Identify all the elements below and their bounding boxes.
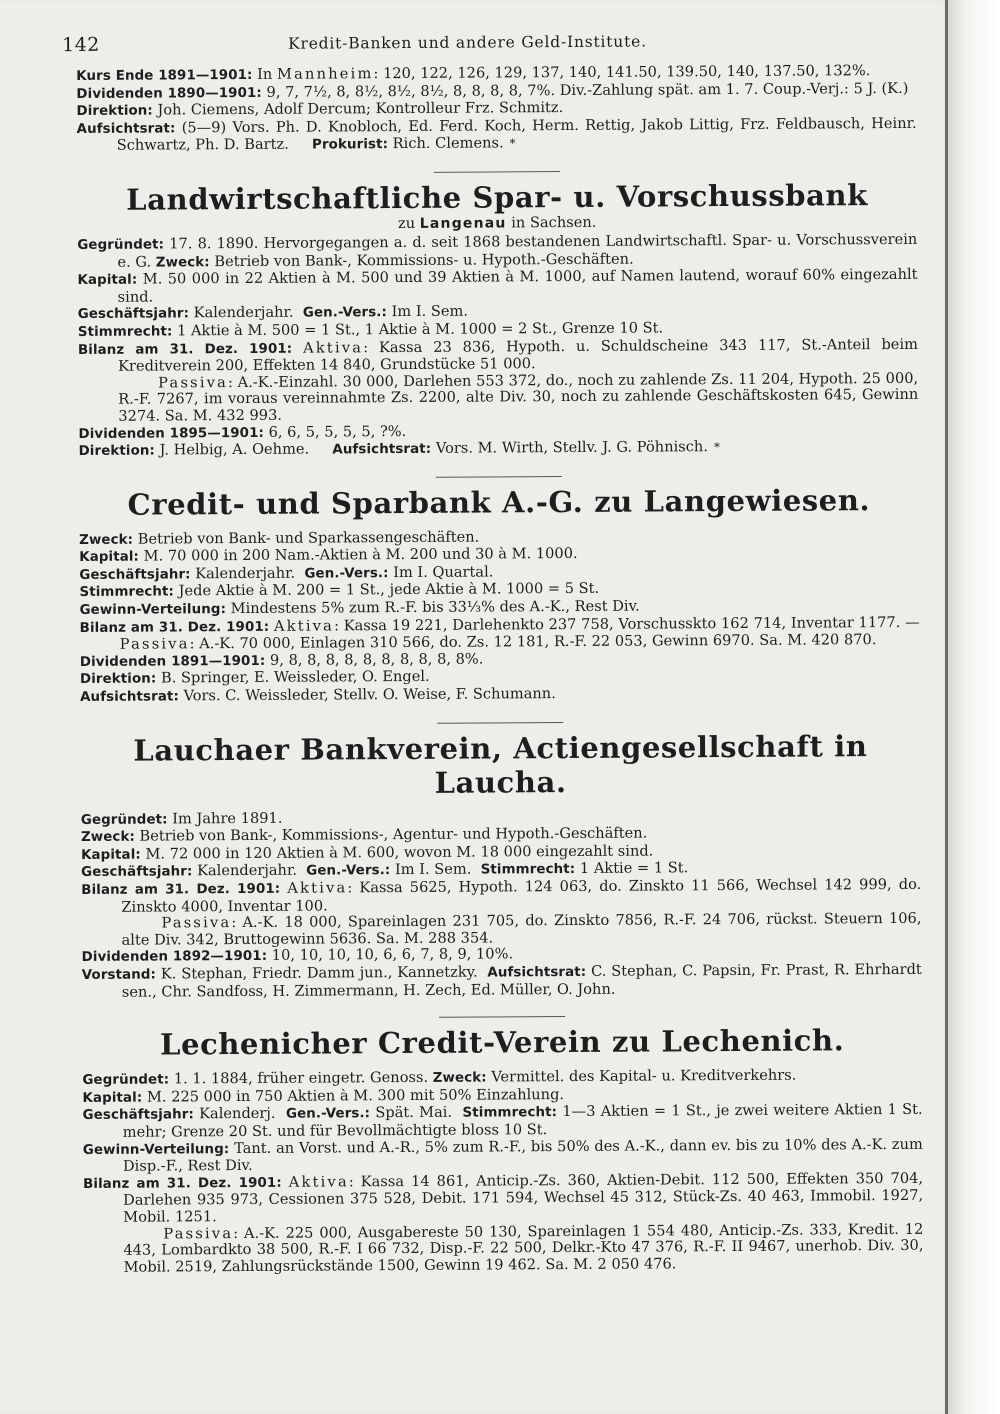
aktiva-text: : Kassa 23 836, Hypoth. u. Schuldscheine 343 117, St.-Anteil beim Kreditverein 200, Effekten 14 840, Grundstücke 51 000. <box>118 335 918 375</box>
zweck-text: Betrieb von Bank-, Kommissions- u. Hypoth.-Geschäften. <box>209 250 634 270</box>
footnote-star: * <box>509 136 516 151</box>
passiva-label: Passiva <box>161 914 232 932</box>
aufsichtsrat-label: Aufsichtsrat: <box>76 121 176 137</box>
geschaeftsjahr-label: Geschäftsjahr: <box>82 1107 194 1124</box>
bilanz-label: Bilanz am 31. Dez. 1901: <box>79 619 270 636</box>
aktiva-text: : Kassa 19 221, Darlehenkto 237 758, Vorschusskto 162 714, Inventar 1177. — <box>333 613 920 635</box>
kapital-label: Kapital: <box>82 1090 143 1106</box>
geschaeftsjahr-text: Kalenderjahr. <box>188 304 294 322</box>
geschaeftsjahr-text: Kalenderj. <box>193 1105 276 1123</box>
prokurist-label: Prokurist: <box>311 137 389 153</box>
vorstand-label: Vorstand: <box>81 967 157 983</box>
gegruendet-text: 17. 8. 1890. Hervorgegangen a. d. seit 1868 bestandenen Landwirtschaftl. Spar- u. Vorschussverein e. G. <box>117 230 918 271</box>
stimmrecht-text: 1—3 Aktien = 1 St., je zwei weitere Aktien 1 St. mehr; Grenze 20 St. und für Bevollmächtigte bloss 10 St. <box>122 1101 923 1141</box>
vorstand-text: K. Stephan, Friedr. Damm jun., Kannetzky. <box>155 963 478 983</box>
genvers-text: Spät. Mai. <box>370 1104 453 1122</box>
section-divider <box>437 722 563 724</box>
geschaeftsjahr-label: Geschäftsjahr: <box>79 567 191 583</box>
dividenden-label: Dividenden 1895—1901: <box>78 425 264 442</box>
subtitle-post: in Sachsen. <box>506 213 597 232</box>
kapital-text: M. 72 000 in 120 Aktien à M. 600, wovon M. 18 000 eingezahlt sind. <box>140 842 654 863</box>
passiva-text: : A.-K. 225 000, Ausgabereste 50 130, Spareinlagen 1 554 480, Anticip.-Zs. 333, Kredit. 12 443, Lombardkto 38 500, R.-F. I 66 732, Disp.-F. 22 500, Delkr.-Kto 47 376, R.-F. II 9467, unerhob. Div. 30, Mobil. 2519, Zahlungsrückstände 1500, Gewinn 19 462. Sa. M. 2 050 476. <box>123 1220 924 1276</box>
vorstand-line <box>82 962 922 1001</box>
geschaeftsjahr-text: Kalenderjahr. <box>192 862 298 880</box>
page-header <box>62 25 916 68</box>
kurs-intro: In <box>252 65 277 83</box>
dividenden-text: 10, 10, 10, 10, 6, 6, 7, 8, 9, 10%. <box>267 945 514 965</box>
footnote-star: * <box>713 440 720 455</box>
kapital-label: Kapital: <box>77 272 138 289</box>
section-divider <box>436 476 562 478</box>
bilanz-passiva-line <box>81 911 921 949</box>
direktion-label: Direktion: <box>78 443 155 460</box>
aktiva-text: : Kassa 14 861, Anticip.-Zs. 360, Aktien-Debit. 112 500, Effekten 350 704, Darlehen 935 973, Cessionen 375 528, Debit. 171 594, Wechsel 45 312, Stück-Zs. 40 463, Immobil. 1927, Mobil. 1251. <box>123 1169 924 1226</box>
zweck-text: Vermittel. des Kapital- u. Kreditverkehrs. <box>486 1066 797 1086</box>
entry-continuation <box>76 63 917 156</box>
kurs-city: Mannheim <box>276 65 374 83</box>
bilanz-label: Bilanz am 31. Dez. 1901: <box>83 1175 282 1192</box>
direktion-label: Direktion: <box>79 671 157 688</box>
section-divider <box>434 171 560 173</box>
dividenden-values: 9, 7, 7½, 8, 8½, 8½, 8½, 8, 8, 8, 8, 7%. Div.-Zahlung spät. am 1. 7. Coup.-Verj.: 5 J. (K.) <box>261 79 909 101</box>
aufsichtsrat-text: (5—9) Vors. Ph. D. Knobloch, Ed. Ferd. Koch, Herm. Rettig, Jakob Littig, Frz. Feldbausch, Heinr. Schwartz, Ph. D. Bartz. <box>116 114 917 155</box>
zweck-label: Zweck: <box>80 829 135 846</box>
kapital-text: M. 225 000 in 750 Aktien à M. 300 mit 50% Einzahlung. <box>142 1085 565 1106</box>
genvers-label: Gen.-Vers.: <box>285 1106 371 1123</box>
page-content <box>62 25 924 1276</box>
gewinn-label: Gewinn-Verteilung: <box>82 1141 230 1158</box>
geschaeftsjahr-label: Geschäftsjahr: <box>77 306 190 323</box>
stimmrecht-text: Jede Aktie à M. 200 = 1 St., jede Aktie à M. 1000 = 5 St. <box>173 580 600 600</box>
dividenden-text: 6, 6, 5, 5, 5, 5, ?%. <box>263 422 407 441</box>
kurs-values: : 120, 122, 126, 129, 137, 140, 141.50, 139.50, 140, 137.50, 132%. <box>373 62 871 83</box>
aktiva-label: Aktiva <box>273 617 335 635</box>
gegruendet-label: Gegründet: <box>77 237 165 253</box>
bilanz-line <box>80 615 920 654</box>
page-fold-line <box>945 0 948 1414</box>
prokurist-text: Rich. Clemens. <box>387 134 504 153</box>
passiva-text: : A.-K. 70 000, Einlagen 310 566, do. Zs. 12 181, R.-F. 22 053, Gewinn 6970. Sa. M. 420 870. <box>189 631 877 653</box>
entry-langewiesen <box>79 483 920 707</box>
geschaeftsjahr-text: Kalenderjahr. <box>190 564 296 583</box>
aufsichtsrat-text: Vors. M. Wirth, Stellv. J. G. Pöhnisch. <box>431 438 708 457</box>
bilanz-label: Bilanz am 31. Dez. 1901: <box>77 341 293 358</box>
aufsichtsrat-line <box>77 116 917 156</box>
kapital-label: Kapital: <box>79 549 140 566</box>
geschaeftsjahr-label: Geschäftsjahr: <box>81 864 193 881</box>
stimmrecht-label: Stimmrecht: <box>79 584 175 601</box>
kapital-text: M. 70 000 in 200 Nam.-Aktien à M. 200 und 30 à M. 1000. <box>138 545 578 565</box>
gegruendet-text: Im Jahre 1891. <box>167 809 283 828</box>
passiva-text: : A.-K.-Einzahl. 30 000, Darlehen 553 372, do., noch zu zahlende Zs. 11 204, Hypoth. 25 000, R.-F. 7267, im voraus vereinnahmte Zs. 2200, alte Div. 30, noch zu zahlende Geschäftskosten 645, Gewinn 3274. Sa. M. 432 993. <box>118 369 919 425</box>
genvers-label: Gen.-Vers.: <box>302 305 387 321</box>
aufsichtsrat-line <box>80 684 920 707</box>
dividenden-label: Dividenden 1890—1901: <box>76 85 262 102</box>
dividenden-label: Dividenden 1891—1901: <box>79 653 266 670</box>
aktiva-label: Aktiva <box>288 1173 349 1191</box>
gegruendet-label: Gegründet: <box>82 1072 170 1089</box>
kurs-label: Kurs Ende 1891—1901: <box>76 67 253 84</box>
entry-title: Lechenicher Credit-Verein zu Lechenich. <box>159 1023 845 1062</box>
stimmrecht-text: 1 Aktie = 1 St. <box>575 859 689 878</box>
stimmrecht-label: Stimmrecht: <box>480 862 576 878</box>
aktiva-label: Aktiva <box>287 879 348 897</box>
entry-title: Credit- und Sparbank A.-G. zu Langewiesen. <box>127 482 871 522</box>
zweck-label: Zweck: <box>432 1070 487 1086</box>
next-page-edge <box>948 0 1000 1414</box>
entry-title: Lauchaer Bankverein, Actiengesellschaft in Laucha. <box>133 728 868 800</box>
stimmrecht-text: 1 Aktie à M. 500 = 1 St., 1 Aktie à M. 1000 = 2 St., Grenze 10 St. <box>172 319 664 340</box>
kapital-label: Kapital: <box>80 847 141 863</box>
genvers-text: Im I. Quartal. <box>388 563 494 581</box>
entry-laucha <box>80 728 922 1001</box>
zweck-label: Zweck: <box>79 532 134 548</box>
direktion-text: Joh. Ciemens, Adolf Dercum; Kontrolleur Frz. Schmitz. <box>152 99 564 119</box>
direktion-text: J. Helbig, A. Oehme. <box>154 440 310 459</box>
subtitle-city: Langenau <box>419 215 507 232</box>
passiva-label: Passiva <box>158 373 229 392</box>
bilanz-passiva-line <box>83 1221 923 1276</box>
genvers-text: Im I. Sem. <box>386 302 469 321</box>
stimmrecht-label: Stimmrecht: <box>77 324 173 340</box>
passiva-label: Passiva <box>163 1224 234 1242</box>
dividenden-text: 9, 8, 8, 8, 8, 8, 8, 8, 8, 8, 8%. <box>265 650 484 669</box>
gegruendet-text: 1. 1. 1884, früher eingetr. Genoss. <box>169 1069 429 1088</box>
genvers-text: Im I. Sem. <box>390 861 472 879</box>
dividenden-label: Dividenden 1892—1901: <box>81 949 268 966</box>
bilanz-label: Bilanz am 31. Dez. 1901: <box>81 881 281 898</box>
page-number: 142 <box>62 33 100 57</box>
aufsichtsrat-label: Aufsichtsrat: <box>80 689 179 706</box>
zweck-label: Zweck: <box>155 254 210 271</box>
section-divider <box>439 1016 565 1018</box>
gegruendet-label: Gegründet: <box>80 812 168 828</box>
aufsichtsrat-text: C. Stephan, C. Papsin, Fr. Prast, R. Ehrhardt sen., Chr. Sandfoss, H. Zimmermann, H. Zech, Ed. Müller, O. John. <box>121 960 922 1001</box>
subtitle-pre: zu <box>397 214 420 233</box>
gewinn-text: Mindestens 5% zum R.-F. bis 33⅓% des A.-K., Rest Div. <box>225 597 640 618</box>
aufsichtsrat-label: Aufsichtsrat: <box>487 964 587 981</box>
entry-langenau <box>77 178 919 461</box>
aktiva-label: Aktiva <box>303 338 364 357</box>
zweck-text: Betrieb von Bank- und Sparkassengeschäften. <box>133 528 480 548</box>
aufsichtsrat-label: Aufsichtsrat: <box>332 441 432 458</box>
direktion-label: Direktion: <box>76 103 153 120</box>
gewinn-label: Gewinn-Verteilung: <box>79 602 227 619</box>
direktion-line <box>79 438 919 461</box>
gewinn-text: Tant. an Vorst. und A.-R., 5% zum R.-F., bis 50% des A.-K., dann ev. bis zu 10% des A.-K. zum Disp.-F., Rest Div. <box>122 1135 923 1175</box>
bilanz-passiva-line <box>78 371 918 426</box>
running-title: Kredit-Banken und andere Geld-Institute. <box>288 32 647 53</box>
passiva-text: : A.-K. 18 000, Spareinlagen 231 705, do. Zinskto 7856, R.-F. 24 706, rückst. Steuern 106, alte Div. 342, Bruttogewinn 5636. Sa. M. 288 354. <box>121 910 922 949</box>
kapital-line <box>77 267 917 306</box>
aufsichtsrat-text: Vors. C. Weissleder, Stellv. O. Weise, F. Schumann. <box>178 685 556 705</box>
entry-title: Landwirtschaftliche Spar- u. Vorschussbank <box>126 178 868 217</box>
bilanz-aktiva-line <box>83 1171 923 1227</box>
genvers-label: Gen.-Vers.: <box>306 863 391 880</box>
kapital-text: M. 50 000 in 22 Aktien à M. 500 und 39 Aktien à M. 1000, auf Namen lautend, worauf 60% eingezahlt sind. <box>117 266 918 306</box>
zweck-text: Betrieb von Bank-, Kommissions-, Agentur- und Hypoth.-Geschäften. <box>134 824 648 845</box>
stimmrecht-label: Stimmrecht: <box>462 1105 558 1122</box>
aktiva-text: : Kassa 5625, Hypoth. 124 063, do. Zinskto 11 566, Wechsel 142 999, do. Zinskto 4000, Inventar 100. <box>121 875 922 916</box>
genvers-label: Gen.-Vers.: <box>304 565 389 582</box>
direktion-text: B. Springer, E. Weissleder, O. Engel. <box>156 668 430 687</box>
entry-lechenich <box>82 1023 924 1276</box>
passiva-label: Passiva <box>119 635 190 653</box>
